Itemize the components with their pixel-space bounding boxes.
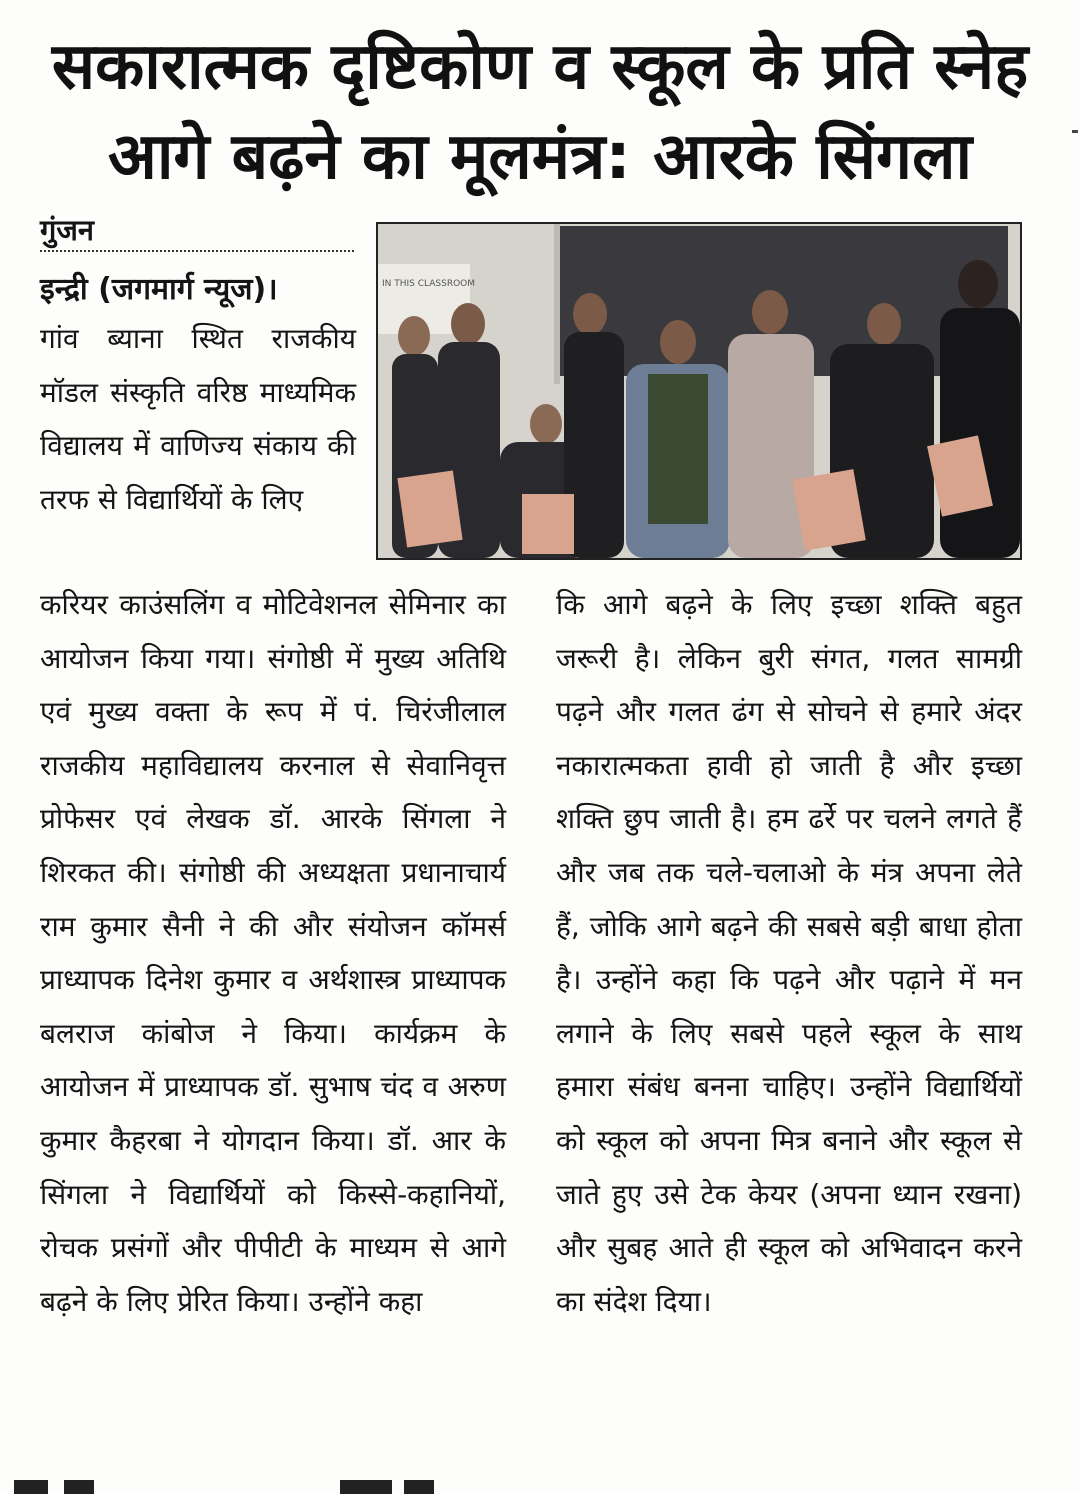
group-photo-illustration — [378, 224, 1020, 558]
headline — [20, 22, 1060, 202]
dateline: इन्द्री (जगमार्ग न्यूज)। — [40, 272, 278, 307]
margin-mark — [1072, 130, 1078, 133]
column-1-text: करियर काउंसलिंग व मोटिवेशनल सेमिनार का आयोजन किया गया। संगोष्ठी में मुख्य अतिथि एवं मुख्य वक्ता के रूप में पं. चिरंजीलाल राजकीय महाविद्यालय करनाल से सेवानिवृत्त प्रोफेसर एवं लेखक डॉ. आरके सिंगला ने शिरकत की। संगोष्ठी की अध्यक्षता प्रधानाचार्य राम कुमार सैनी ने की और संयोजन कॉमर्स प्राध्यापक दिनेश कुमार व अर्थशास्त्र प्राध्यापक बलराज कांबोज ने किया। कार्यक्रम के आयोजन में प्राध्यापक डॉ. सुभाष चंद व अरुण कुमार कैहरबा ने योगदान किया। डॉ. आर के सिंगला ने विद्यार्थियों को किस्से-कहानियों, रोचक प्रसंगों और पीपीटी के माध्यम से आगे बढ़ने के लिए प्रेरित किया। उन्होंने कहा — [40, 588, 506, 1318]
byline: गुंजन — [40, 212, 354, 252]
event-photo — [376, 222, 1022, 560]
poster-text: IN THIS CLASSROOM — [382, 279, 476, 289]
column-2-text: कि आगे बढ़ने के लिए इच्छा शक्ति बहुत जरूरी है। लेकिन बुरी संगत, गलत सामग्री पढ़ने और गलत ढंग से सोचने से हमारे अंदर नकारात्मकता हावी हो जाती है और इच्छा शक्ति छुप जाती है। हम ढर्रे पर चलने लगते हैं और जब तक चले-चलाओ के मंत्र अपना लेते हैं, जोकि आगे बढ़ने की सबसे बड़ी बाधा होता है। उन्होंने कहा कि पढ़ने और पढ़ाने में मन लगाने के लिए सबसे पहले स्कूल के साथ हमारा संबंध बनना चाहिए। उन्होंने विद्यार्थियों को स्कूल को अपना मित्र बनाने और स्कूल से जाते हुए उसे टेक केयर (अपना ध्यान रखना) और सुबह आते ही स्कूल को अभिवादन करने का संदेश दिया। — [556, 588, 1022, 1318]
intro-paragraph: गांव ब्याना स्थित राजकीय मॉडल संस्कृति वरिष्ठ माध्यमिक विद्यालय में वाणिज्य संकाय की तरफ से विद्यार्थियों के लिए — [40, 322, 356, 516]
headline-line-2: आगे बढ़ने का मूलमंत्र: आरके सिंगला — [107, 120, 973, 194]
headline-line-1: सकारात्मक दृष्टिकोण व स्कूल के प्रति स्नेह — [51, 30, 1029, 104]
next-story-cutoff — [0, 1474, 1080, 1494]
